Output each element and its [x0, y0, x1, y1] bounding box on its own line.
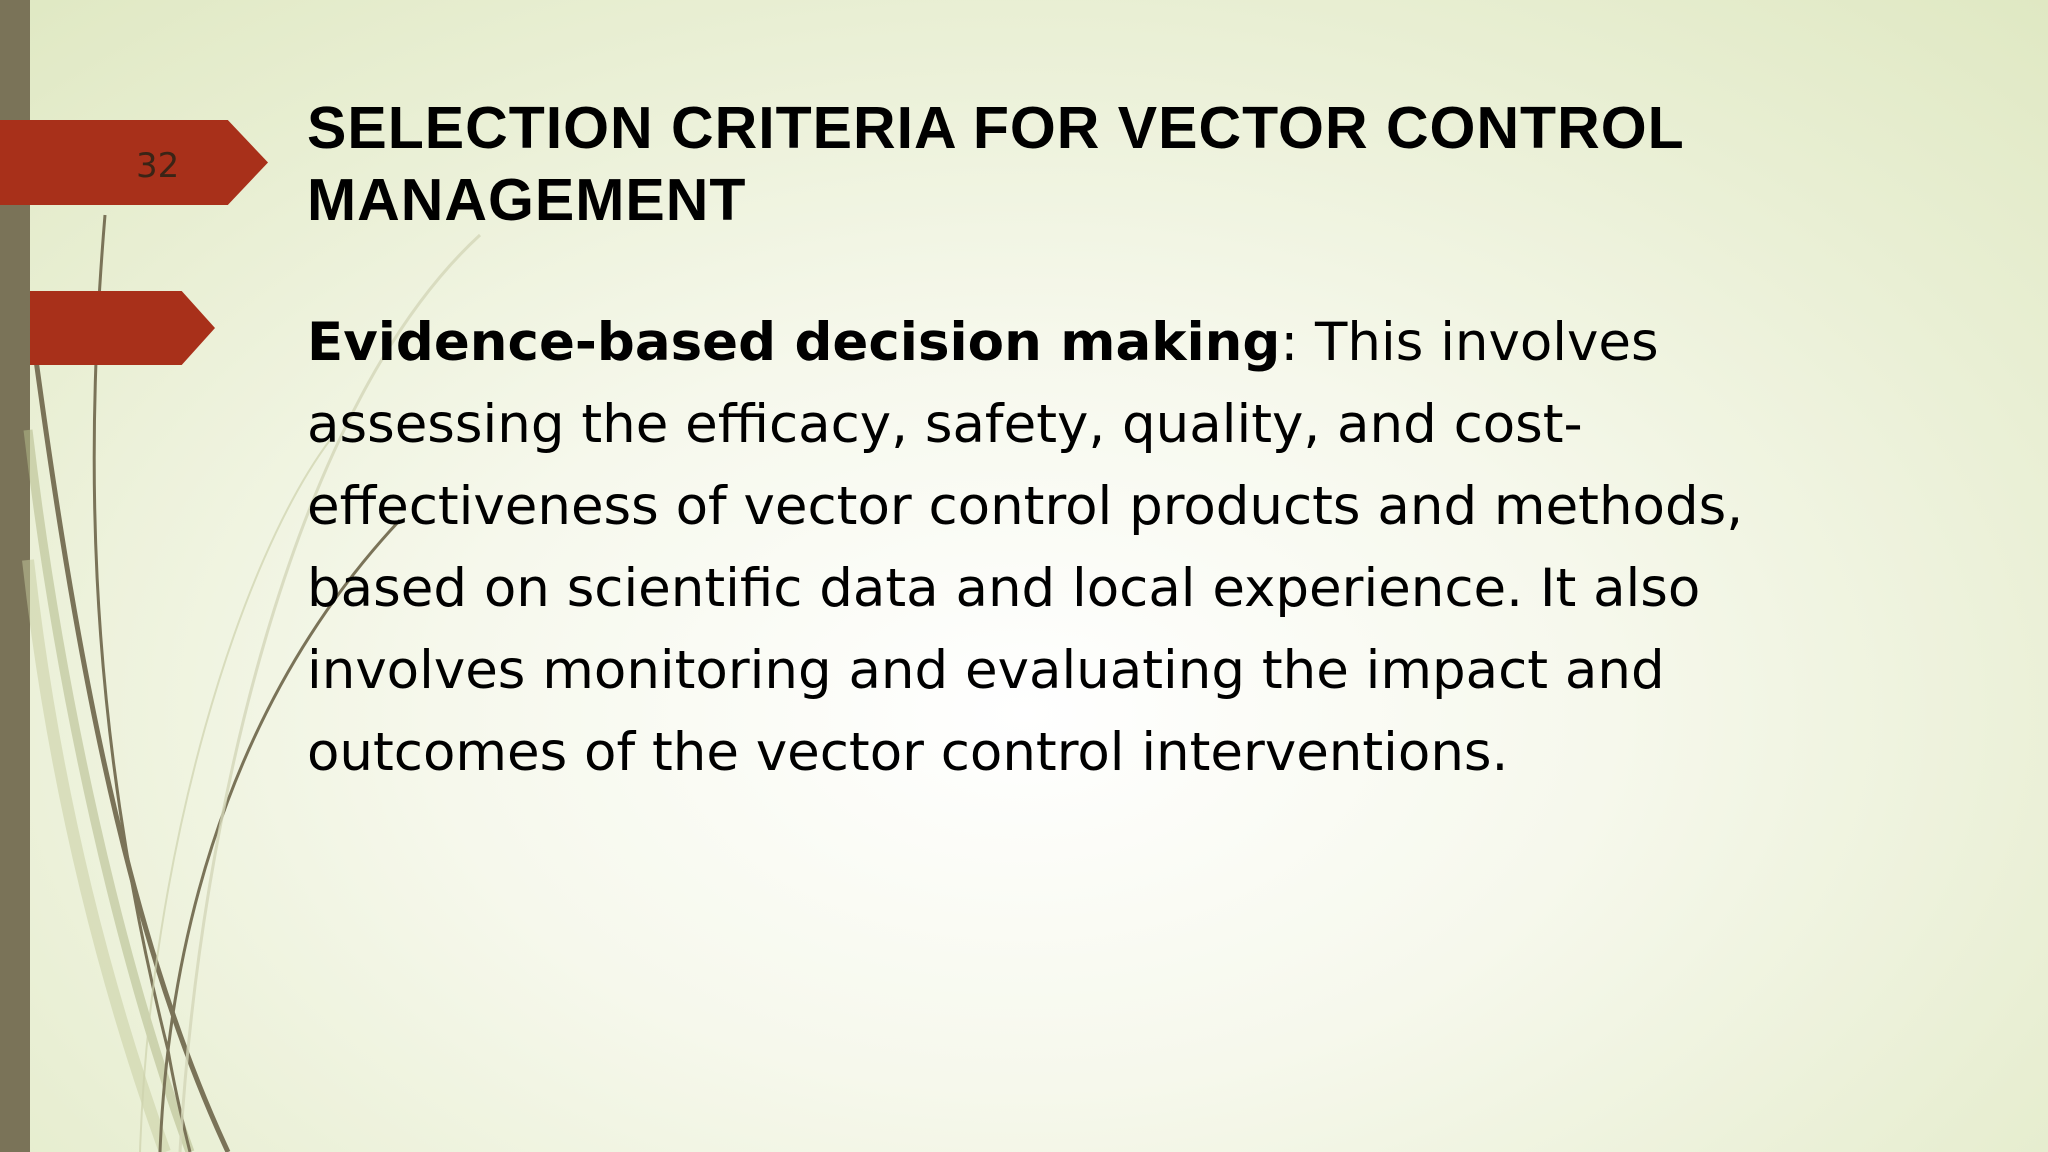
slide-title: SELECTION CRITERIA FOR VECTOR CONTROL MANAGEMENT [307, 95, 1684, 233]
slide-number-tag [0, 120, 268, 205]
body-description: This involves assessing the efficacy, safety, quality, and cost-effectiveness of vector control products and methods, based on scientific data and local experience. It also involves monitoring and evaluating the impact and outcomes of the vector control interventions. [307, 312, 1744, 783]
body-paragraph [307, 302, 1767, 794]
body-separator: : [1280, 312, 1299, 373]
slide-number: 32 [136, 146, 180, 186]
bullet-tag [30, 291, 215, 365]
body-term: Evidence-based decision making [307, 312, 1281, 373]
